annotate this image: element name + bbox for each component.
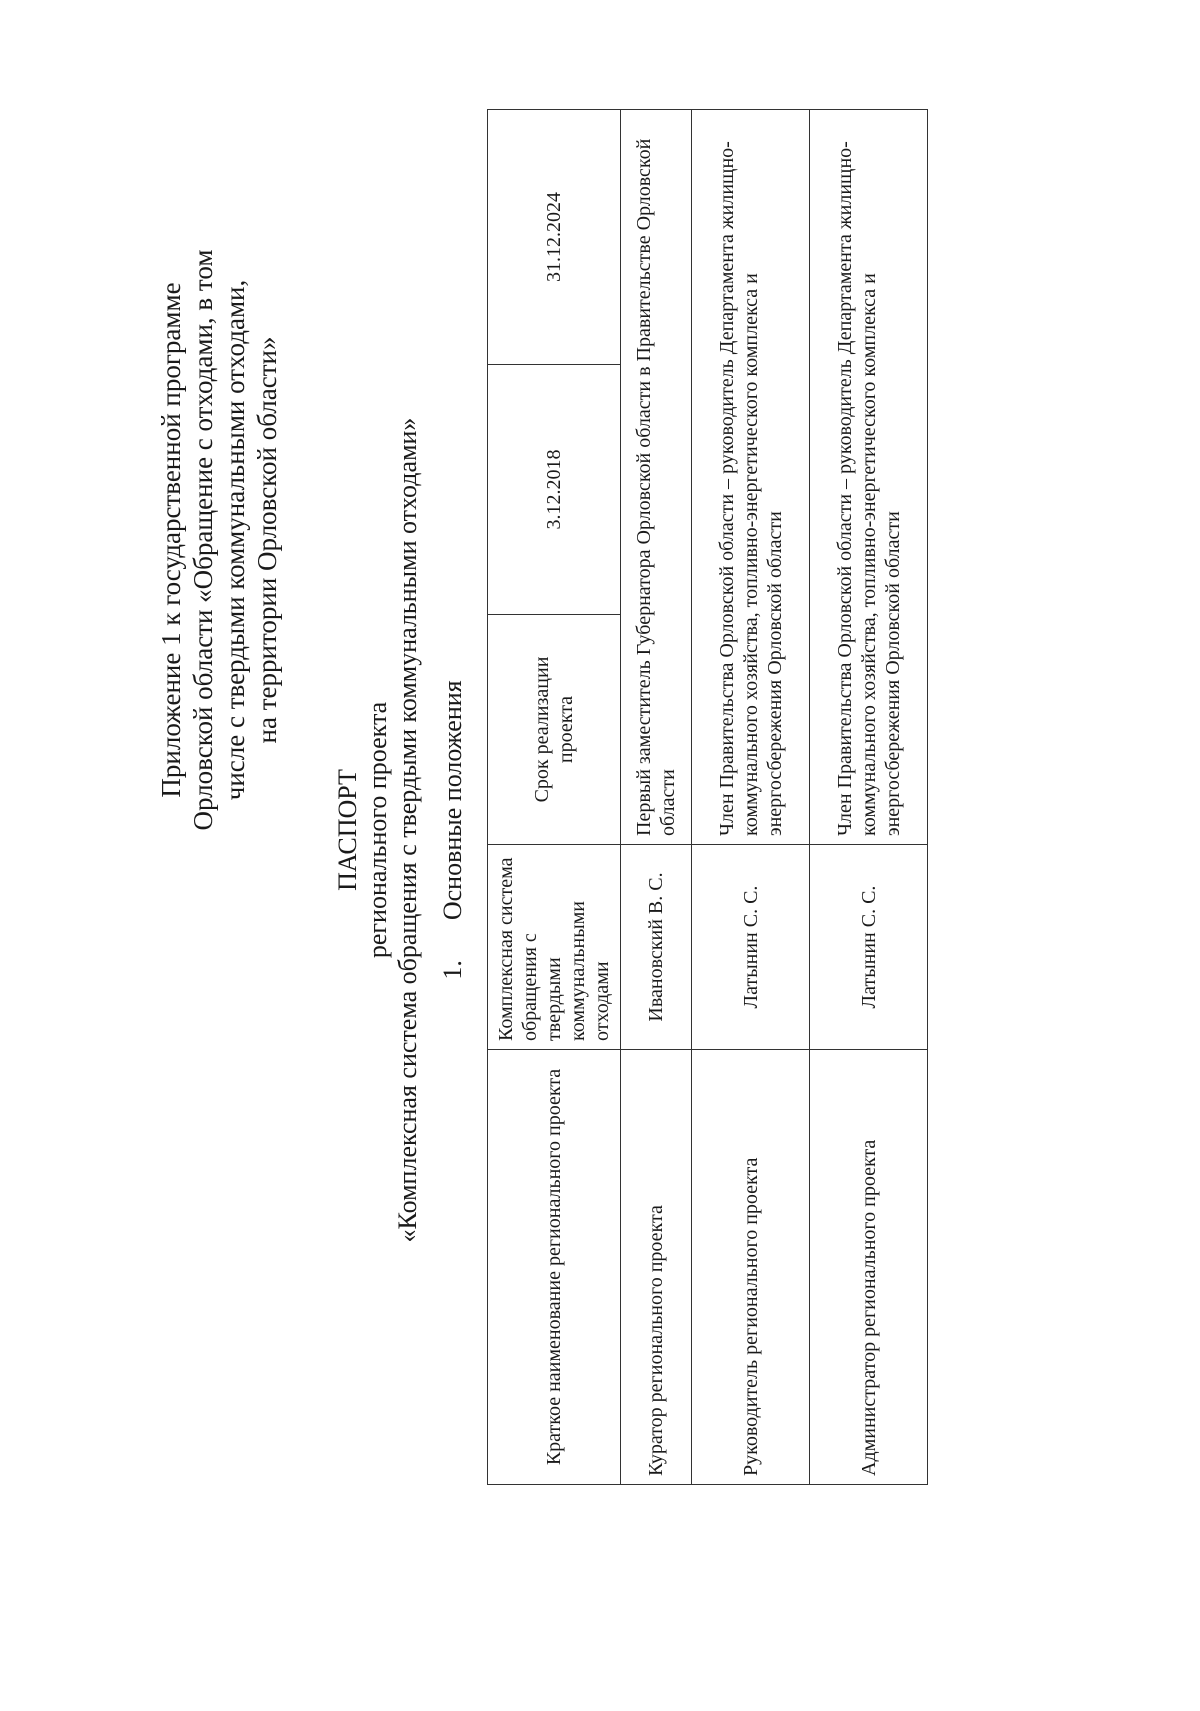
short-name-label: Краткое наименование регионального проекта (488, 1050, 621, 1485)
person-position: Член Правительства Орловской области – руководитель Департамента жилищно-коммунального хозяйства, топливно-энергетического комплекса и энергосбережения Орловской области (692, 110, 810, 845)
period-label: Срок реализации проекта (488, 615, 621, 845)
person-name: Латынин С. С. (692, 845, 810, 1050)
table-row (810, 110, 928, 1485)
section-heading (437, 100, 469, 1560)
short-name-value: Комплексная система обращения с твердыми коммунальными отходами (488, 845, 621, 1050)
section-title: Основные положения (438, 680, 467, 921)
table-row (621, 110, 692, 1485)
person-name: Латынин С. С. (810, 845, 928, 1050)
passport-heading (333, 100, 423, 1560)
person-position: Член Правительства Орловской области – руководитель Департамента жилищно-коммунального хозяйства, топливно-энергетического комплекса и энергосбережения Орловской области (810, 110, 928, 845)
annex-line: Орловской области «Обращение с отходами, в том (188, 249, 218, 831)
start-date: 3.12.2018 (488, 365, 621, 615)
annex-line: Приложение 1 к государственной программе (156, 282, 186, 798)
passport-subtitle: регионального проекта (363, 701, 392, 959)
role-label: Куратор регионального проекта (621, 1050, 692, 1485)
passport-table (487, 109, 928, 1485)
annex-header (155, 120, 283, 960)
role-label: Руководитель регионального проекта (692, 1050, 810, 1485)
table-row (692, 110, 810, 1485)
annex-line: на территории Орловской области» (252, 336, 282, 744)
rotated-content (75, 100, 935, 1560)
end-date: 31.12.2024 (488, 110, 621, 365)
person-name: Ивановский В. С. (621, 845, 692, 1050)
section-number: 1. (438, 960, 467, 980)
person-position: Первый заместитель Губернатора Орловской области в Правительстве Орловской области (621, 110, 692, 845)
project-name: «Комплексная система обращения с твердыми коммунальными отходами» (393, 417, 422, 1243)
rotated-page-area (100, 100, 1100, 1700)
annex-line: числе с твердыми коммунальными отходами, (220, 279, 250, 801)
table-row (488, 110, 621, 1485)
passport-title: ПАСПОРТ (333, 769, 362, 891)
role-label: Администратор регионального проекта (810, 1050, 928, 1485)
